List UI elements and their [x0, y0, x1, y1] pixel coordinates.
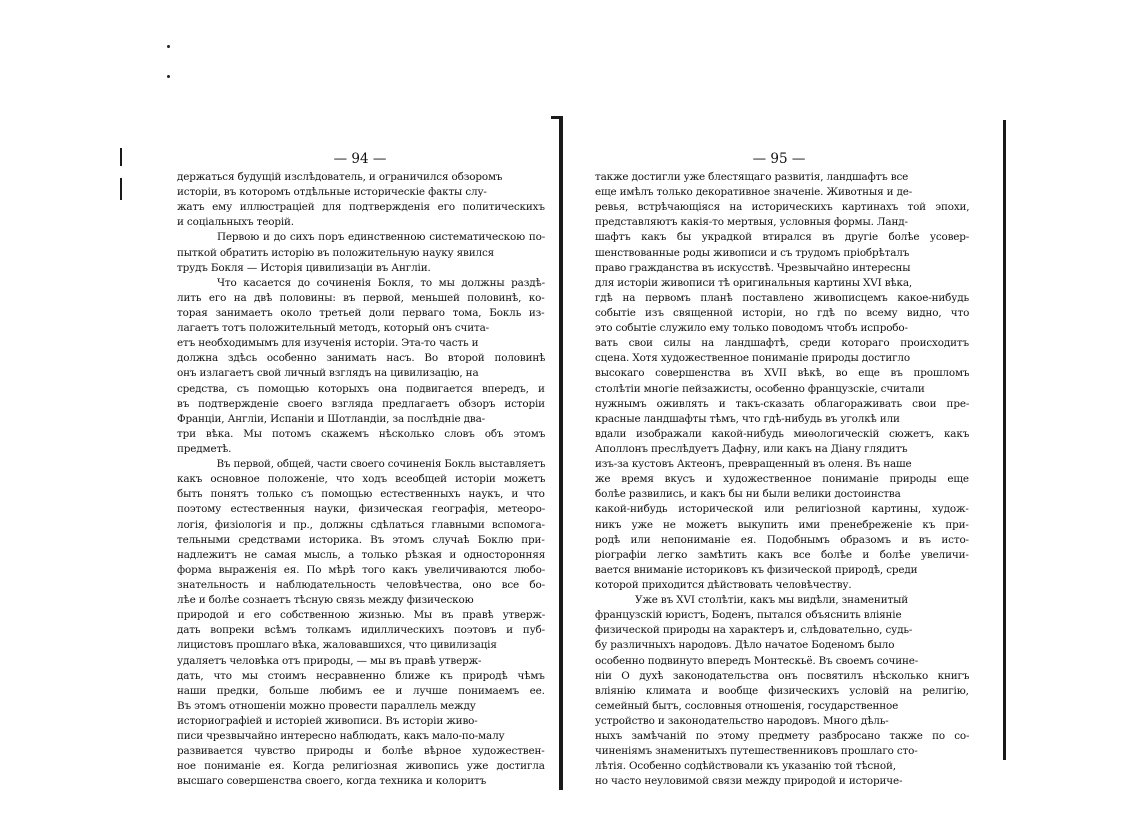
scan-speck — [167, 45, 170, 48]
text-line: устройство и законодательство народовъ. Много дѣль- — [595, 714, 889, 727]
text-line: дать, что мы стоимъ несравненно ближе къ природѣ чѣмъ — [177, 669, 545, 682]
text-line: вается вниманіе историковъ къ физической природѣ, среди — [595, 563, 918, 576]
page-number-right: — 95 — — [752, 151, 806, 167]
text-line: Первою и до сихъ поръ единственною систематическою по- — [217, 231, 545, 244]
text-line: логія, физіологія и пр., должны сдѣлаться главными вспомога- — [177, 518, 545, 531]
text-line: изъ-за кустовъ Актеонъ, превращенный въ оленя. Въ наше — [595, 458, 912, 471]
text-line: событіе изъ священной исторіи, но гдѣ по всему видно, что — [595, 306, 969, 319]
text-line: Въ первой, общей, части своего сочиненія Бокль выставляетъ — [216, 458, 545, 471]
left-page-text — [177, 170, 545, 789]
text-line: высшаго совершенства своего, когда техника и колоритъ — [177, 775, 487, 788]
right-page-edge — [1003, 120, 1006, 760]
text-line: трудъ Бокля — Исторія цивилизаціи въ Англіи. — [177, 261, 431, 274]
text-line: особенно подвинуто впередъ Монтескьё. Въ своемъ сочине- — [595, 654, 919, 667]
text-line: наши предки, больше любимъ ее и лучше понимаемъ ее. — [177, 684, 545, 697]
text-line: Франціи, Англіи, Испаніи и Шотландіи, за послѣдніе два- — [177, 412, 486, 425]
text-line: поэтому естественныя науки, физическая географія, метеоро- — [177, 503, 545, 516]
text-line: вать свои силы на ландшафтѣ, среди котораго происходитъ — [595, 337, 969, 350]
text-line: никъ уже не можетъ выкупить ими пренебреженіе къ при- — [595, 518, 969, 531]
text-line: исторіи, въ которомъ отдѣльные историческіе факты слу- — [177, 186, 487, 199]
text-line: природой и его собственною жизнью. Мы въ правѣ утверж- — [177, 609, 545, 622]
left-margin-mark — [120, 178, 122, 200]
text-line: же время вкусъ и художественное пониманіе природы еще — [595, 473, 969, 486]
text-line: вдали изображали какой-нибудь миѳологическій сюжетъ, какъ — [595, 427, 969, 440]
text-line: дать вопреки всѣмъ толкамъ идиллическихъ поэтовъ и пуб- — [177, 624, 545, 637]
text-line: писи чрезвычайно интересно наблюдать, какъ мало-по-малу — [177, 730, 505, 743]
text-line: Въ этомъ отношеніи можно провести параллель между — [177, 699, 476, 712]
text-line: высокаго совершенства въ XVII вѣкѣ, во еще въ прошломъ — [595, 367, 969, 380]
text-line: въ подтвержденіе своего взгляда предлагаетъ обзоръ исторіи — [177, 397, 545, 410]
text-line: вліянію климата и вообще физическихъ условій на религію, — [595, 684, 969, 697]
text-line: предметѣ. — [177, 442, 232, 455]
text-line: гдѣ на первомъ планѣ поставлено живописцемъ какое-нибудь — [595, 291, 969, 304]
text-line: физической природы на характеръ и, слѣдовательно, судь- — [595, 624, 913, 637]
book-gutter-hook — [551, 116, 563, 119]
text-line: должна здѣсь особенно занимать насъ. Во второй половинѣ — [177, 352, 545, 365]
page-number-left: — 94 — — [333, 151, 387, 167]
text-line: развивается чувство природы и болѣе вѣрное художествен- — [177, 745, 545, 758]
right-page-text — [595, 170, 969, 789]
text-line: право гражданства въ искусствѣ. Чрезвычайно интересны — [595, 261, 911, 274]
text-line: родѣ или непониманіе ея. Подобнымъ образомъ и въ исто- — [595, 533, 969, 546]
text-line: быть понятъ только съ помощью естественныхъ наукъ, и что — [177, 488, 545, 501]
text-line: знательность и наблюдательность человѣчества, оно все бо- — [177, 578, 545, 591]
text-line: сцена. Хотя художественное пониманіе природы достигло — [595, 352, 910, 365]
text-line: ріографіи легко замѣтить какъ все болѣе и болѣе увеличи- — [595, 548, 969, 561]
text-line: болѣе развились, и какъ бы ни были велики достоинства — [595, 488, 901, 501]
text-line: етъ необходимымъ для изученія исторіи. Эта-то часть и — [177, 337, 479, 350]
book-gutter-line — [559, 118, 563, 790]
text-line: надлежитъ не самая мысль, а только рѣзкая и односторонняя — [177, 548, 545, 561]
text-line: еще имѣлъ только декоративное значеніе. Животныя и де- — [595, 186, 913, 199]
text-line: ревья, встрѣчающіяся на историческихъ картинахъ той эпохи, — [595, 201, 969, 214]
text-line: жатъ ему иллюстраціей для подтвержденія его политическихъ — [177, 201, 545, 214]
text-line: держаться будущій изслѣдователь, и ограничился обзоромъ — [177, 171, 503, 183]
text-line: лицистовъ прошлаго вѣка, жаловавшихся, что цивилизація — [177, 639, 497, 652]
text-line: лить его на двѣ половины: въ первой, меньшей половинѣ, ко- — [177, 291, 545, 304]
text-line: которой приходится дѣйствовать человѣчеству. — [595, 578, 852, 591]
text-line: бу различныхъ народовъ. Дѣло начатое Боденомъ было — [595, 639, 895, 652]
text-line: и соціальныхъ теорій. — [177, 216, 294, 229]
text-line: какой-нибудь исторической или религіозной картины, худож- — [595, 503, 969, 516]
text-line: шафтъ какъ бы украдкой втирался въ другіе болѣе усовер- — [595, 231, 969, 244]
text-line: тельными средствами историка. Въ этомъ случаѣ Боклю при- — [177, 533, 545, 546]
text-line: удаляетъ человѣка отъ природы, — мы въ правѣ утверж- — [177, 654, 482, 667]
text-line: форма выраженія ея. По мѣрѣ того какъ увеличиваются любо- — [177, 563, 545, 576]
text-line: какъ основное положеніе, что ходъ всеобщей исторіи можетъ — [177, 473, 545, 486]
left-margin-mark — [120, 148, 122, 166]
text-line: историографіей и исторіей живописи. Въ исторіи живо- — [177, 714, 478, 727]
text-line: Что касается до сочиненія Бокля, то мы должны раздѣ- — [217, 276, 545, 289]
text-line: представляютъ какія-то мертвыя, условныя формы. Ланд- — [595, 216, 908, 229]
text-line: французскій юристъ, Боденъ, пытался объяснить вліяніе — [595, 609, 902, 622]
text-line: столѣтіи многіе пейзажисты, особенно французскіе, считали — [595, 382, 925, 395]
text-line: средства, съ помощью которыхъ она подвигается впередъ, и — [177, 382, 545, 395]
text-line: ное пониманіе ея. Когда религіозная живопись уже достигла — [177, 760, 545, 773]
text-line: чиненіямъ знаменитыхъ путешественниковъ прошлаго сто- — [595, 745, 918, 758]
text-line: пыткой обратить исторію въ положительную науку явился — [177, 246, 495, 259]
text-line: торая занимаетъ около третьей доли перваго тома, Бокль из- — [177, 306, 545, 319]
text-line: семейный бытъ, сословныя отношенія, государственное — [595, 699, 899, 712]
text-line: это событіе служило ему только поводомъ чтобъ испробо- — [595, 322, 908, 335]
scan-speck — [167, 75, 170, 78]
text-line: Уже въ XVI столѣтіи, какъ мы видѣли, знаменитый — [635, 594, 908, 607]
text-line: красные ландшафты тѣмъ, что гдѣ-нибудь въ уголкѣ или — [595, 412, 900, 425]
text-line: но часто неуловимой связи между природой и историче- — [595, 775, 903, 788]
text-line: три вѣка. Мы потомъ скажемъ нѣсколько словъ объ этомъ — [177, 427, 545, 440]
text-line: лагаетъ тотъ положительный методъ, который онъ счита- — [177, 322, 489, 335]
text-line: нужнымъ оживлять и такъ-сказать облагораживать свои пре- — [595, 397, 969, 410]
text-line: Аполлонъ преслѣдуетъ Дафну, или какъ на Діану глядитъ — [595, 442, 908, 455]
text-line: лѣе и болѣе сознаетъ тѣсную связь между физическою — [177, 594, 474, 607]
text-line: также достигли уже блестящаго развитія, ландшафтъ все — [595, 171, 909, 183]
text-line: шенствованные роды живописи и съ трудомъ пріобрѣталъ — [595, 246, 910, 259]
text-line: онъ излагаетъ свой личный взглядъ на цивилизацію, на — [177, 367, 479, 380]
text-line: ныхъ замѣчаній по этому предмету разбросано также по со- — [595, 730, 969, 743]
text-line: для исторіи живописи тѣ оригинальныя картины XVI вѣка, — [595, 276, 913, 289]
text-line: ніи О духѣ законодательства онъ посвятилъ нѣсколько книгъ — [595, 669, 969, 682]
text-line: лѣтія. Особенно содѣйствовали къ указанію той тѣсной, — [595, 760, 896, 773]
